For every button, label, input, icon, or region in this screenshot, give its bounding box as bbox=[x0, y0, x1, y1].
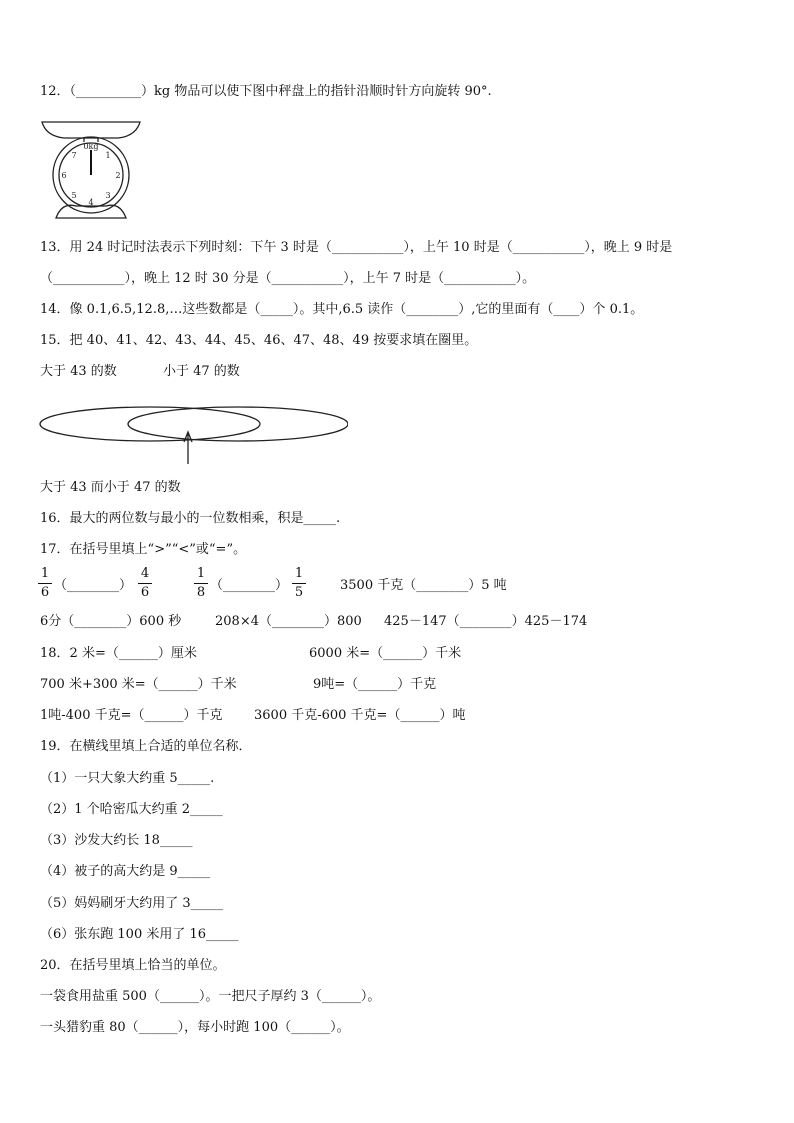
venn-left-ellipse bbox=[40, 407, 260, 441]
q17-item-difference: 425－147（________）425－174 bbox=[384, 614, 588, 629]
dial-5: 5 bbox=[71, 191, 77, 200]
q13-line1: 13．用 24 时记时法表示下列时刻：下午 3 时是（___________），上午 10 时是（___________），晚上 9 时是 bbox=[40, 240, 673, 255]
q19-item: （4）被子的高大约是 9_____ bbox=[40, 864, 211, 879]
q18-r3a: 1吨-400 千克=（______）千克 bbox=[40, 708, 223, 723]
venn-label-left: 大于 43 的数 bbox=[40, 364, 117, 379]
dial-7: 7 bbox=[71, 151, 77, 160]
q18-r1a: 18．2 米=（______）厘米 bbox=[40, 646, 197, 661]
scale-pan-icon bbox=[42, 122, 140, 138]
scale-illustration bbox=[38, 114, 146, 224]
scale-zero-label: 0kg bbox=[83, 142, 99, 151]
fraction-4-6: 4 6 bbox=[138, 566, 152, 601]
q14-text: 14．像 0.1,6.5,12.8,…这些数都是（_____）。其中,6.5 读作（________）,它的里面有（____）个 0.1。 bbox=[40, 302, 644, 317]
venn-diagram bbox=[38, 398, 348, 474]
q17-text: 17．在括号里填上“>”“<”或“=”。 bbox=[40, 542, 247, 557]
dial-6: 6 bbox=[61, 171, 67, 180]
q19-item: （1）一只大象大约重 5_____. bbox=[40, 771, 215, 786]
q19-item: （2）1 个哈密瓜大约重 2_____ bbox=[40, 802, 223, 817]
q19-text: 19．在横线里填上合适的单位名称． bbox=[40, 739, 252, 754]
q13-line2: （___________），晚上 12 时 30 分是（___________），上午 7 时是（___________）。 bbox=[40, 271, 536, 286]
dial-1: 1 bbox=[105, 151, 111, 160]
dial-4: 4 bbox=[88, 198, 94, 207]
q17-item-weight: 3500 千克（________）5 吨 bbox=[340, 578, 507, 593]
venn-label-right: 小于 47 的数 bbox=[163, 364, 240, 379]
fraction-1-8: 1 8 bbox=[194, 566, 208, 601]
q16-text: 16．最大的两位数与最小的一位数相乘，积是_____. bbox=[40, 511, 341, 526]
fraction-1-6: 1 6 bbox=[38, 566, 52, 601]
q19-item: （5）妈妈刷牙大约用了 3_____ bbox=[40, 896, 224, 911]
q17-item-product: 208×4（________）800 bbox=[215, 614, 362, 629]
q18-r3b: 3600 千克-600 千克=（______）吨 bbox=[254, 708, 466, 723]
q18-r2a: 700 米+300 米=（______）千米 bbox=[40, 677, 237, 692]
q20-text: 20．在括号里填上恰当的单位。 bbox=[40, 958, 226, 973]
venn-label-bottom: 大于 43 而小于 47 的数 bbox=[40, 480, 181, 495]
q17-blank-2[interactable]: （________） bbox=[210, 578, 289, 593]
q19-item: （3）沙发大约长 18_____ bbox=[40, 833, 193, 848]
venn-arrow-icon bbox=[184, 432, 192, 464]
fraction-1-5: 1 5 bbox=[292, 566, 306, 601]
q20-line2: 一头猎豹重 80（______），每小时跑 100（______）。 bbox=[40, 1020, 350, 1035]
dial-2: 2 bbox=[115, 171, 121, 180]
venn-right-ellipse bbox=[128, 407, 348, 441]
q17-blank-1[interactable]: （________） bbox=[54, 578, 133, 593]
dial-3: 3 bbox=[105, 191, 111, 200]
q17-item-time: 6分（________）600 秒 bbox=[40, 614, 182, 629]
q18-r1b: 6000 米=（______）千米 bbox=[309, 646, 462, 661]
q19-item: （6）张东跑 100 米用了 16_____ bbox=[40, 927, 239, 942]
q20-line1: 一袋食用盐重 500（______）。一把尺子厚约 3（______）。 bbox=[40, 989, 381, 1004]
q18-r2b: 9吨=（______）千克 bbox=[313, 677, 437, 692]
q15-text: 15．把 40、41、42、43、44、45、46、47、48、49 按要求填在圈里。 bbox=[40, 333, 478, 348]
q12-text: 12．（__________）kg 物品可以使下图中秤盘上的指针沿顺时针方向旋转 90°. bbox=[40, 84, 492, 99]
